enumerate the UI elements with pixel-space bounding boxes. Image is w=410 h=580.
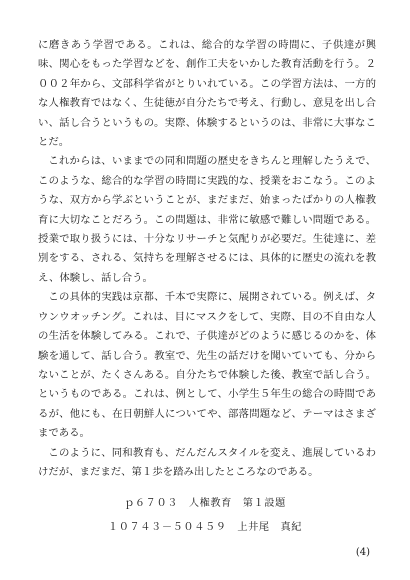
course-title-line: ｐ６７０３ 人権教育 第１設題 <box>124 498 286 509</box>
student-id-line: １０７４３－５０４５９ 上井尾 真紀 <box>107 522 303 533</box>
paragraph-4: このように、同和教育も、だんだんスタイルを変え、進展しているわけだが、まだまだ、第１歩を踏み出したところなのである。 <box>38 446 376 478</box>
paragraph-2: これからは、いままでの同和問題の歴史をきちんと理解したうえで、このような、総合的な学習の時間に実践的な、授業をおこなう。このような、双方から学ぶということが、まだまだ、始まったばかりの人権教育に大切なことだろう。この問題は、非常に敏感で難しい問題である。授業で取り扱うには、十分なリサーチと気配りが必要だ。生徒達に、差別をする、される、気持ちを理解させるには、具体的に歴史の流れを教え、体験し、話し合う。 <box>38 155 376 284</box>
essay-body <box>38 36 376 482</box>
paragraph-1: に磨きあう学習である。これは、総合的な学習の時間に、子供達が興味、関心をもった学習などを、創作工夫をいかした教育活動を行う。２００２年から、文部科学省がとりいれている。この学習方法は、一方的な人権教育ではなく、生徒徳が自分たちで考え、行動し、意見を出し合い、話し合うというもの。実際、体験するというのは、非常に大事なことだ。 <box>38 39 376 149</box>
paragraph-3: この具体的実践は京都、千本で実際に、展開されている。例えば、タウンウオッチング。これは、目にマスクをして、実際、目の不自由な人の生活を体験してみる。これで、子供達がどのように感じるのかを、体験を通して、話し合う。教室で、先生の話だけを聞いていても、分からないことが、たくさんある。自分たちで体験した後、教室で話し合う。というものである。これは、例として、小学生５年生の総合の時間であるが、他にも、在日朝鮮人についてや、部落問題など、テーマはさまざまである。 <box>38 291 376 440</box>
page-number: (4) <box>355 547 370 558</box>
